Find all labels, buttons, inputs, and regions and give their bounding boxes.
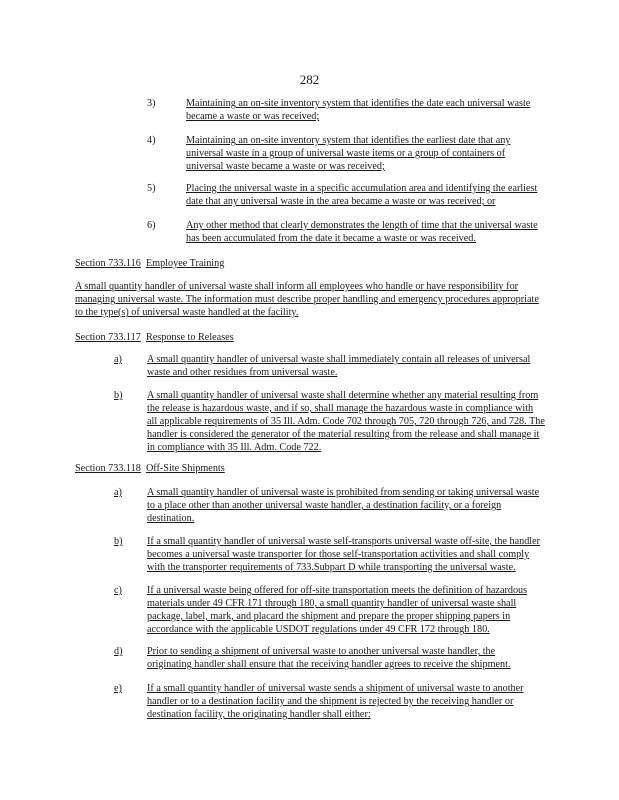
page-number: 282	[299, 72, 320, 87]
list-label: 3)	[147, 98, 156, 109]
section-heading	[75, 462, 225, 475]
section-number: Section 733.116	[75, 258, 141, 269]
subsection-text: If a small quantity handler of universal waste self-transports universal waste off-site, the handler becomes a universal waste transporter for those self-transportation activities and shall comply with the transporter requirements of 733.Subpart D while transporting the universal waste.	[147, 536, 541, 573]
list-item-text: Any other method that clearly demonstrates the length of time that the universal waste has been accumulated from the date it became a waste or was received.	[186, 220, 538, 244]
list-item-text: Maintaining an on-site inventory system that identifies the earliest date that any universal waste in a group of universal waste items or a group of containers of universal waste became a waste or was received;	[186, 135, 511, 172]
subsection-label: c)	[114, 585, 122, 596]
list-label: 4)	[147, 135, 156, 146]
subsection-label: d)	[114, 646, 123, 657]
subsection-text: Prior to sending a shipment of universal waste to another universal waste handler, the originating handler shall ensure that the receiving handler agrees to receive the shipment.	[147, 646, 511, 670]
section-title: Response to Releases	[145, 332, 234, 343]
subsection-text: A small quantity handler of universal waste shall determine whether any material resulting from the release is hazardous waste, and if so, shall manage the hazardous waste in compliance with all applicable requirements of 35 Ill. Adm. Code 702 through 705, 720 through 726, and 728. The handler is considered the generator of the material resulting from the release and shall manage it in compliance with 35 Ill. Adm. Code 722.	[147, 390, 545, 453]
list-label: 5)	[147, 183, 156, 194]
section-title: Employee Training	[145, 258, 225, 269]
subsection-label: a)	[114, 354, 122, 365]
section-title: Off-Site Shipments	[145, 463, 225, 474]
subsection-label: a)	[114, 487, 122, 498]
subsection-text: If a universal waste being offered for off-site transportation meets the definition of hazardous materials under 49 CFR 171 through 180, a small quantity handler of universal waste shall package, label, mark, and placard the shipment and prepare the proper shipping papers in accordance with the applicable USDOT regulations under 49 CFR 172 through 180.	[147, 585, 528, 635]
list-label: 6)	[147, 220, 156, 231]
subsection-label: e)	[114, 683, 122, 694]
list-item-text: Maintaining an on-site inventory system that identifies the date each universal waste became a waste or was received;	[186, 98, 531, 122]
section-body: A small quantity handler of universal waste shall inform all employees who handle or have responsibility for managing universal waste. The information must describe proper handling and emergency procedures appropriate to the type(s) of universal waste handled at the facility.	[75, 281, 539, 318]
section-number: Section 733.117	[75, 332, 141, 343]
section-number: Section 733.118	[75, 463, 141, 474]
section-heading	[75, 257, 224, 270]
section-heading	[75, 331, 234, 344]
subsection-label: b)	[114, 536, 123, 547]
subsection-text: A small quantity handler of universal waste is prohibited from sending or taking universal waste to a place other than another universal waste handler, a destination facility, or a foreign destination.	[147, 487, 540, 524]
subsection-label: b)	[114, 390, 123, 401]
subsection-text: A small quantity handler of universal waste shall immediately contain all releases of universal waste and other residues from universal waste.	[147, 354, 531, 378]
subsection-text: If a small quantity handler of universal waste sends a shipment of universal waste to another handler or to a destination facility and the shipment is rejected by the receiving handler or destination facility, the originating handler shall either:	[147, 683, 524, 720]
list-item-text: Placing the universal waste in a specific accumulation area and identifying the earliest date that any universal waste in the area became a waste or was received; or	[186, 183, 538, 207]
